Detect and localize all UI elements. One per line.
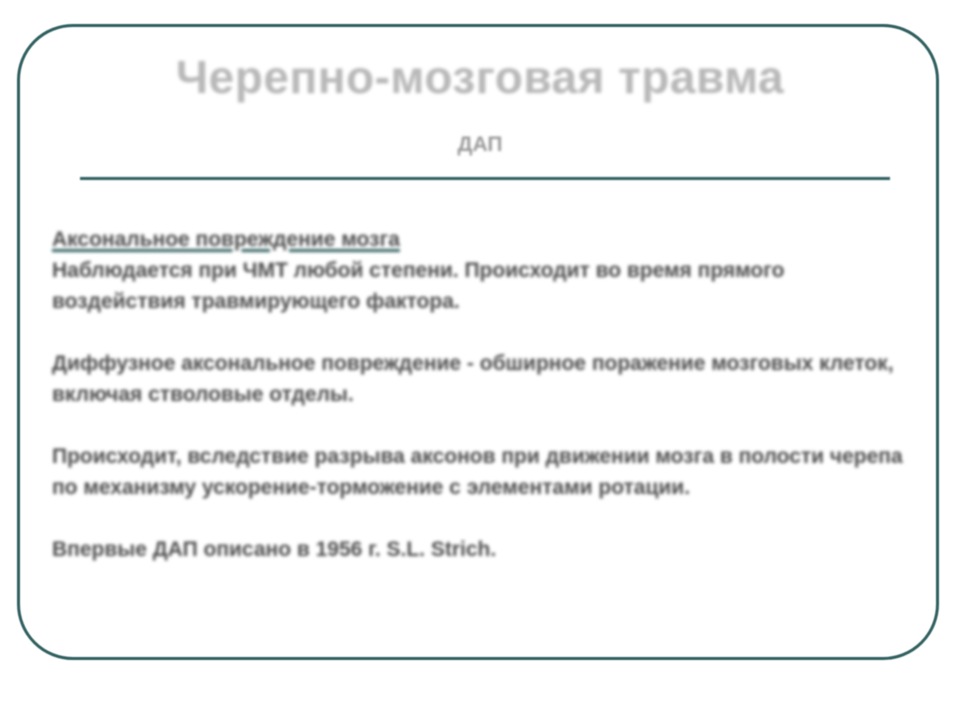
title-divider <box>80 177 890 180</box>
slide-subtitle: ДАП <box>457 133 503 156</box>
paragraph-3 <box>52 441 912 503</box>
paragraph-text: Происходит, вследствие разрыва аксонов при движении мозга в полости черепа по механизму ускорение-торможение с элементами ротации. <box>52 445 903 499</box>
slide-title: Черепно-мозговая травма <box>175 51 785 103</box>
slide-body <box>52 224 912 596</box>
paragraph-1 <box>52 224 912 317</box>
paragraph-text: Впервые ДАП описано в 1956 г. S.L. Strich. <box>52 538 497 561</box>
paragraph-text: Диффузное аксональное повреждение - обширное поражение мозговых клеток, включая стволовые отделы. <box>52 352 894 406</box>
paragraph-text: Наблюдается при ЧМТ любой степени. Происходит во время прямого воздействия травмирующего фактора. <box>52 259 785 313</box>
section-heading: Аксональное повреждение мозга <box>52 228 400 251</box>
paragraph-2 <box>52 348 912 410</box>
paragraph-4 <box>52 534 912 565</box>
